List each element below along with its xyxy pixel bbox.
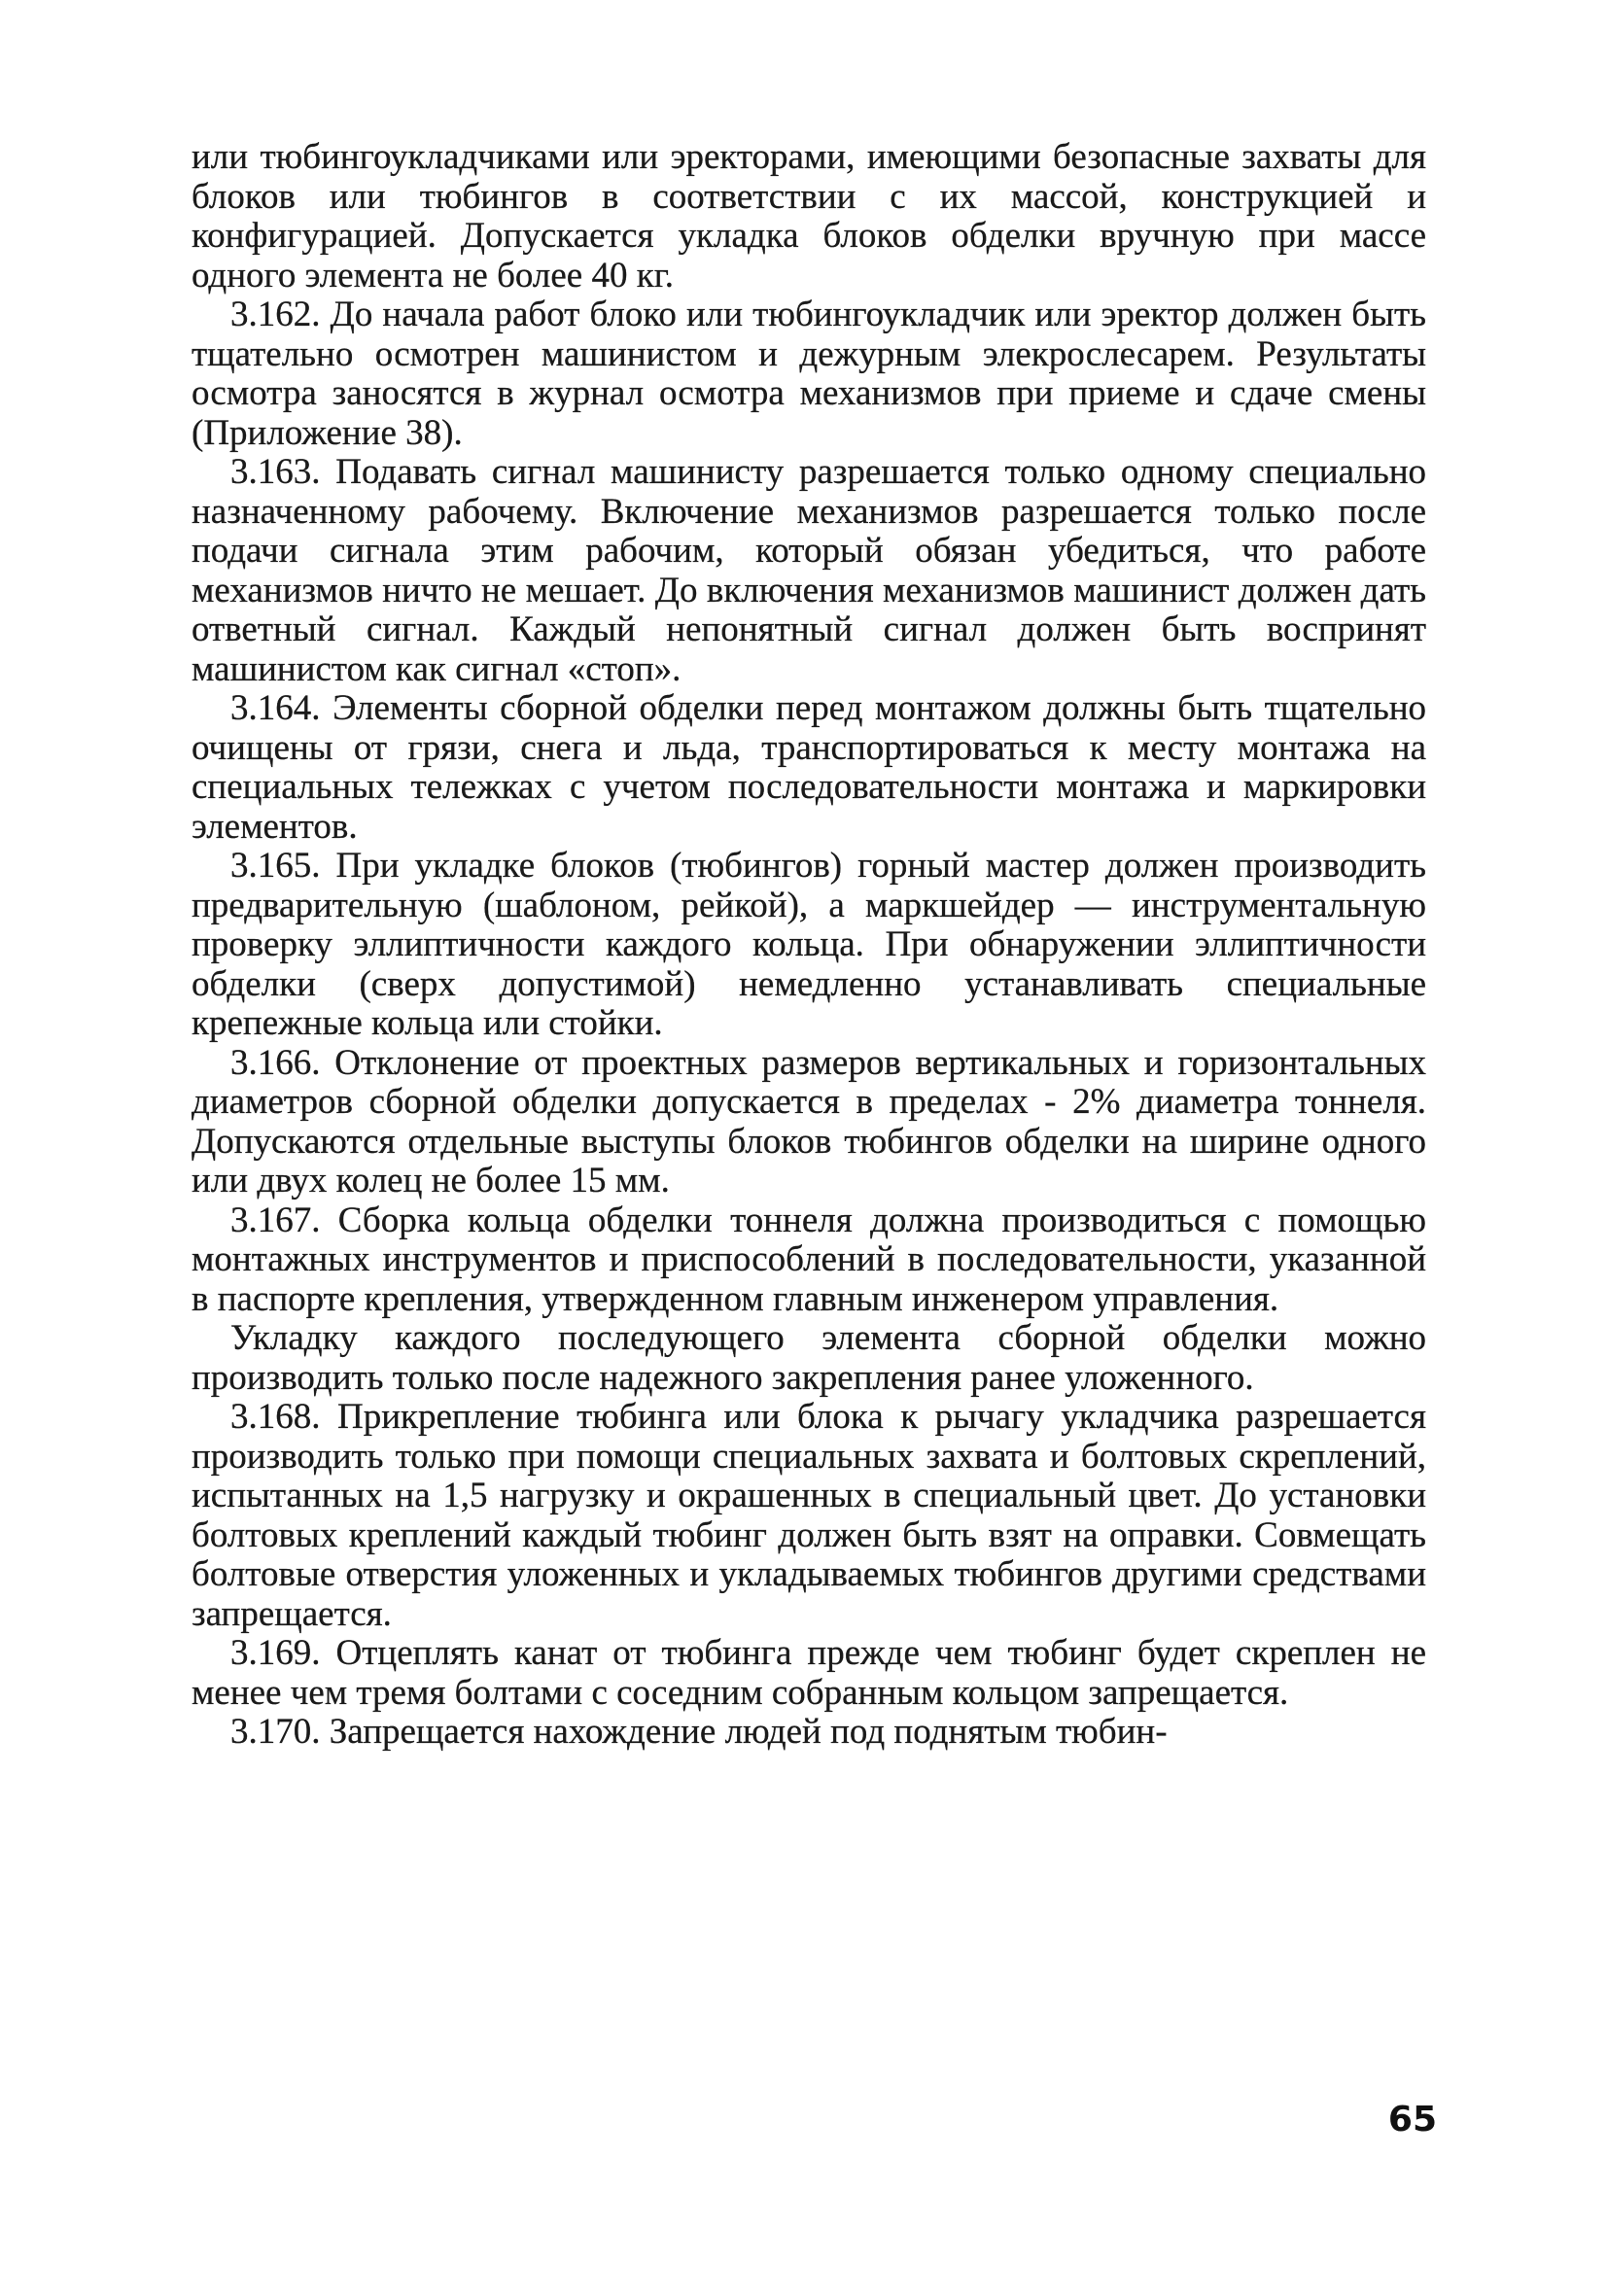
body-text xyxy=(192,138,1426,1753)
paragraph-3-169: 3.169. Отцеплять канат от тюбинга прежде чем тюбинг будет скреплен не менее чем тремя болтами с соседним собранным кольцом запрещается. xyxy=(192,1633,1426,1713)
paragraph-3-164: 3.164. Элементы сборной обделки перед монтажом должны быть тщательно очищены от грязи, снега и льда, транспортироваться к месту монтажа на специальных тележках с учетом последовательности монтажа и маркировки элементов. xyxy=(192,688,1426,847)
paragraph-3-167: 3.167. Сборка кольца обделки тоннеля должна производиться с помощью монтажных инструментов и приспособлений в последовательности, указанной в паспорте крепления, утвержденном главным инженером управления. xyxy=(192,1200,1426,1319)
paragraph-3-165: 3.165. При укладке блоков (тюбингов) горный мастер должен производить предварительную (шаблоном, рейкой), а маркшейдер — инструментальную проверку эллиптичности каждого кольца. При обнаружении эллиптичности обделки (сверх допустимой) немедленно устанавливать специальные крепежные кольца или стойки. xyxy=(192,846,1426,1043)
paragraph-3-166: 3.166. Отклонение от проектных размеров вертикальных и горизонтальных диаметров сборной обделки допускается в пределах - 2% диаметра тоннеля. Допускаются отдельные выступы блоков тюбингов обделки на ширине одного или двух колец не более 15 мм. xyxy=(192,1042,1426,1200)
paragraph-continuation: или тюбингоукладчиками или эректорами, имеющими безопасные захваты для блоков или тюбингов в соответствии с их массой, конструкцией и конфигурацией. Допускается укладка блоков обделки вручную при массе одного элемента не более 40 кг. xyxy=(192,137,1426,296)
paragraph-3-162: 3.162. До начала работ блоко или тюбингоукладчик или эректор должен быть тщательно осмотрен машинистом и дежурным элекрослесарем. Результаты осмотра заносятся в журнал осмотра механизмов при приеме и сдаче смены (Приложение 38). xyxy=(192,295,1426,453)
paragraph-3-168: 3.168. Прикрепление тюбинга или блока к рычагу укладчика разрешается производить только при помощи специальных захвата и болтовых скреплений, испытанных на 1,5 нагрузку и окрашенных в специальный цвет. До установки болтовых креплений каждый тюбинг должен быть взят на оправки. Совмещать болтовые отверстия уложенных и укладываемых тюбингов другими средствами запрещается. xyxy=(192,1397,1426,1634)
paragraph-3-167-note: Укладку каждого последующего элемента сборной обделки можно производить только после надежного закрепления ранее уложенного. xyxy=(192,1318,1426,1398)
paragraph-3-163: 3.163. Подавать сигнал машинисту разрешается только одному специально назначенному рабочему. Включение механизмов разрешается только после подачи сигнала этим рабочим, который обязан убедиться, что работе механизмов ничто не мешает. До включения механизмов машинист должен дать ответный сигнал. Каждый непонятный сигнал должен быть воспринят машинистом как сигнал «стоп». xyxy=(192,452,1426,689)
paragraph-3-170: 3.170. Запрещается нахождение людей под поднятым тюбин- xyxy=(230,1712,1168,1752)
page-number: 65 xyxy=(1387,2100,1437,2139)
